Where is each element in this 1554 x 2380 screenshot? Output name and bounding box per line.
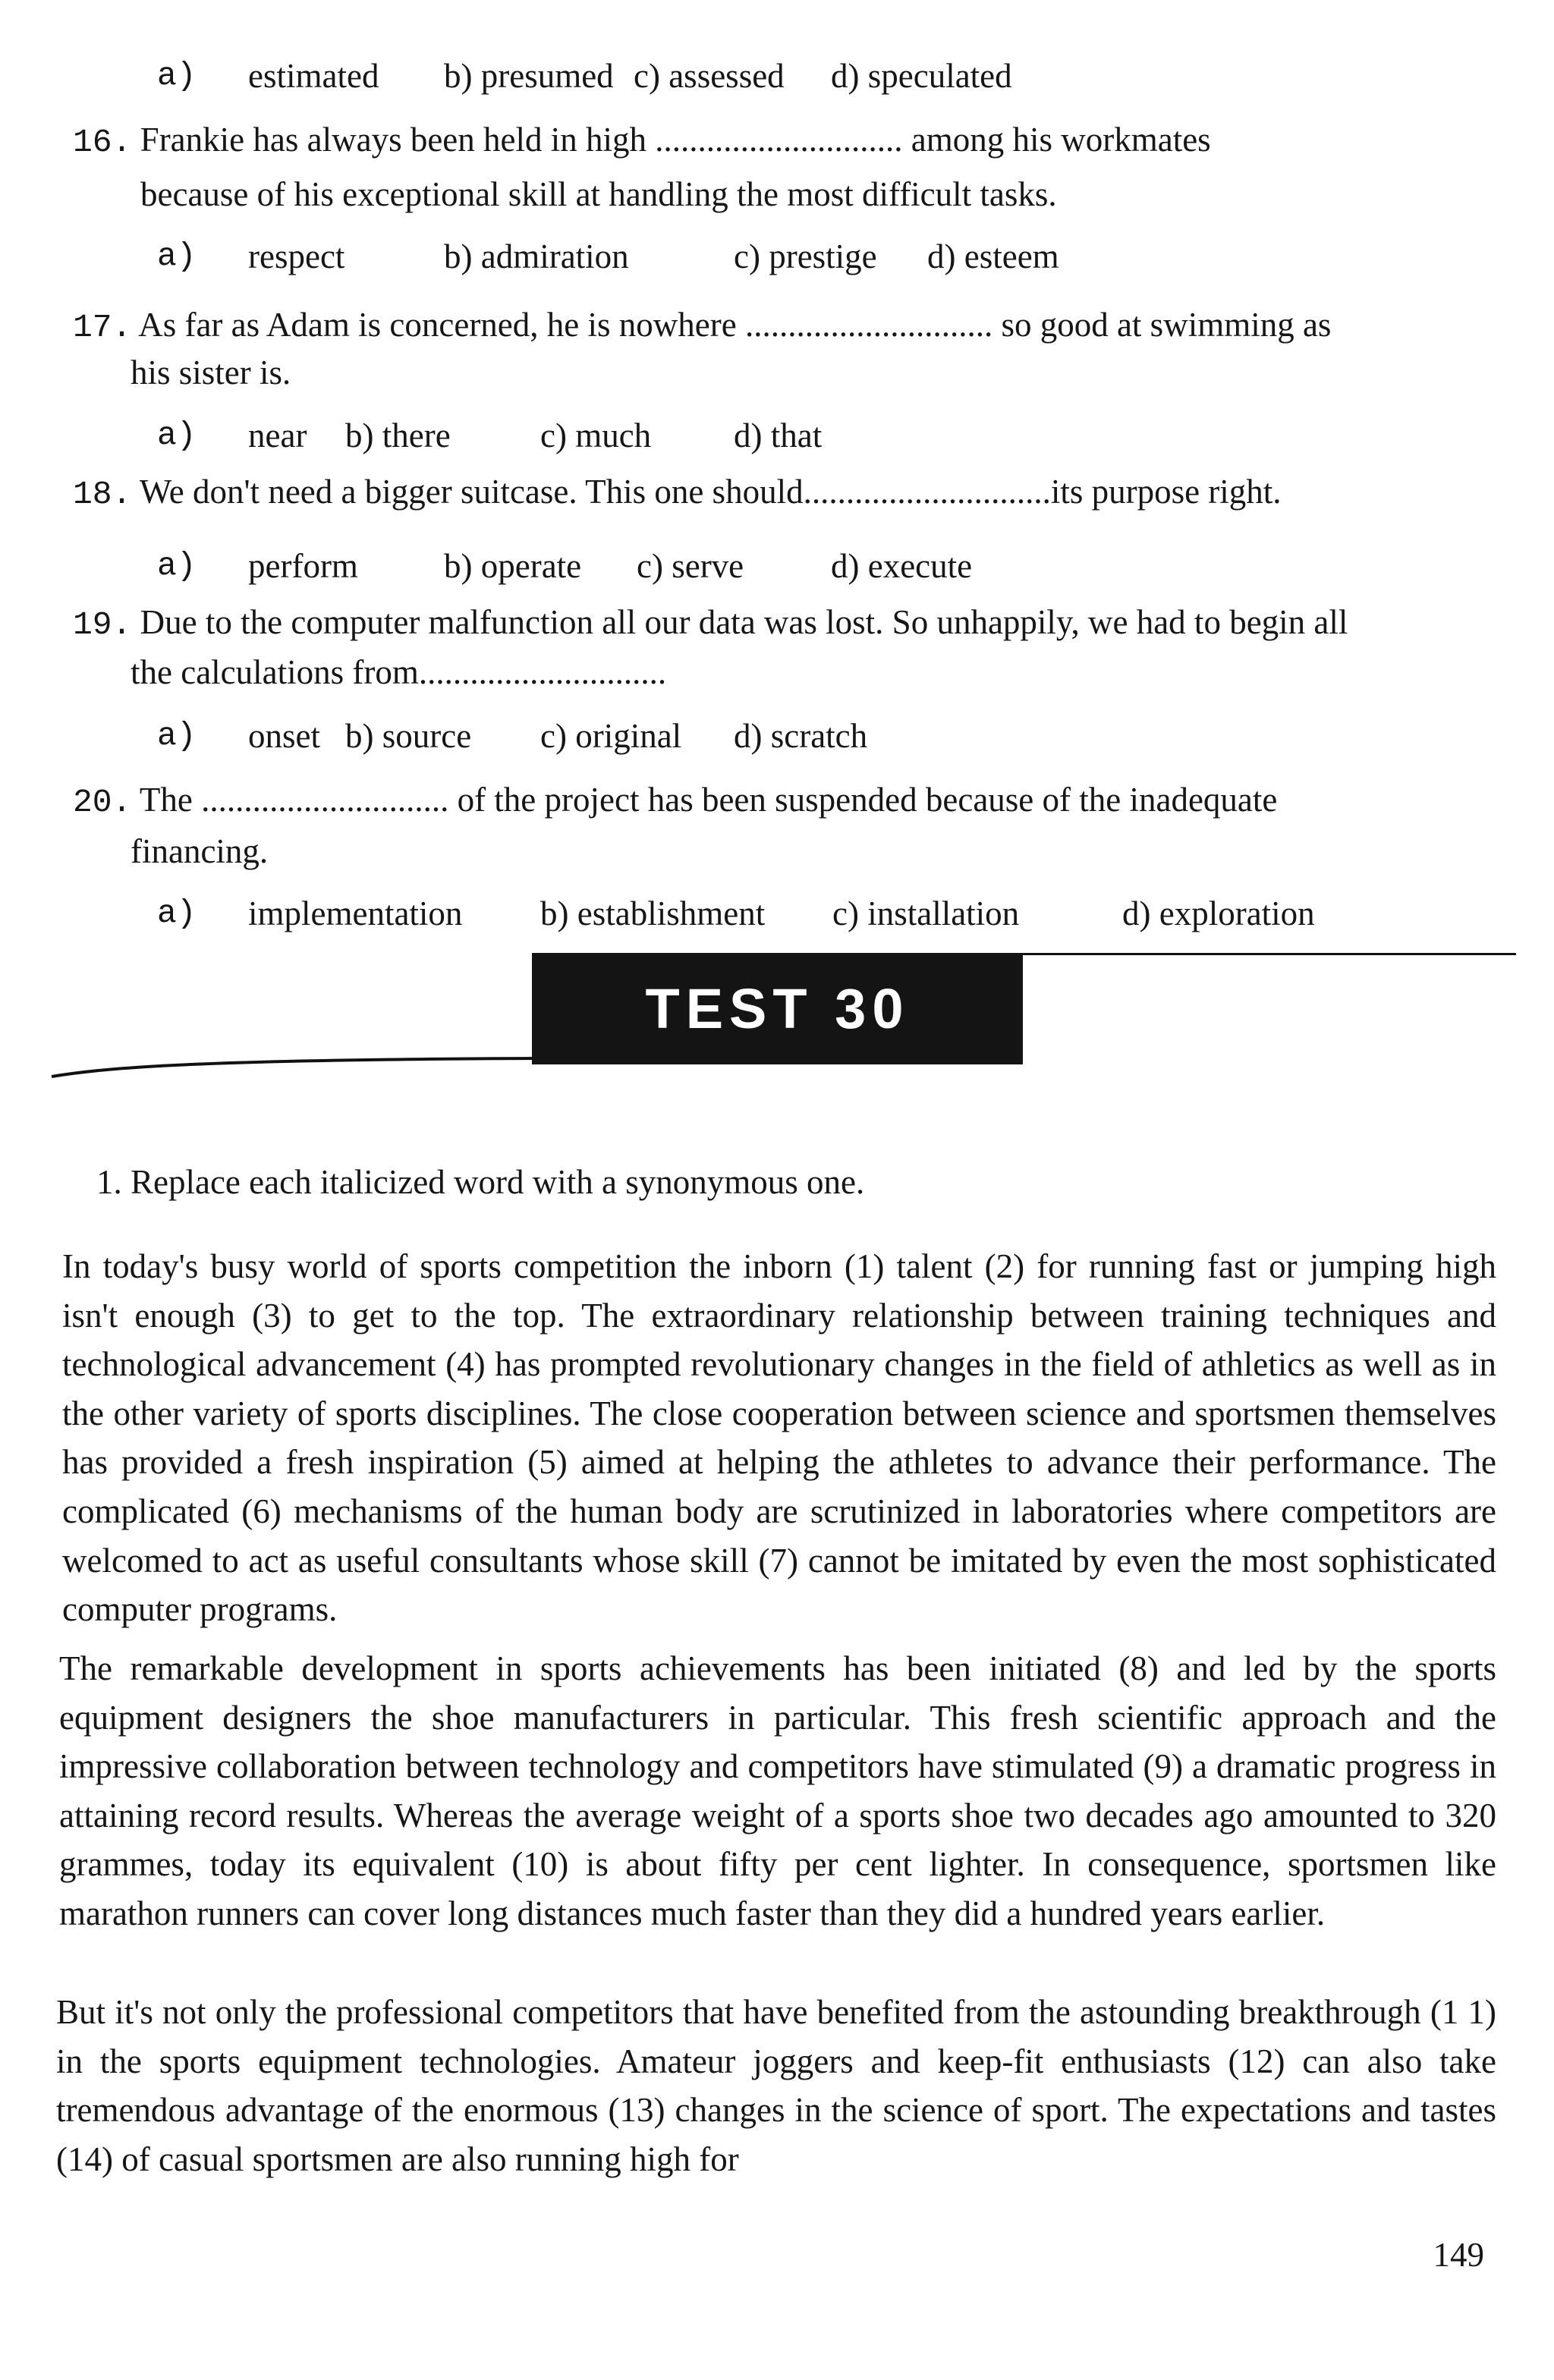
paragraph-3: But it's not only the professional competitors that have benefited from the astounding breakthrough (1 1) in the sports equipment technologies. Amateur joggers and keep-fit enthusiasts (12) can also take tremendous advantage of the enormous (13) changes in the science of sport. The expectations and tastes (14) of casual sportsmen are also running high for bbox=[56, 1993, 1496, 2178]
question-19 bbox=[73, 601, 1348, 646]
option-b: b) operate bbox=[444, 547, 582, 585]
question-17-cont: his sister is. bbox=[131, 354, 291, 391]
question-17 bbox=[73, 303, 1331, 349]
question-number: 19. bbox=[73, 606, 132, 643]
option-d: d) scratch bbox=[734, 717, 868, 755]
q15-options bbox=[157, 55, 1447, 97]
instruction: 1. Replace each italicized word with a synonymous one. bbox=[96, 1163, 865, 1201]
option-label: a) bbox=[157, 417, 197, 454]
question-number: 16. bbox=[73, 124, 132, 161]
option-b: b) presumed bbox=[444, 57, 614, 95]
q17-options bbox=[157, 414, 1447, 457]
question-16 bbox=[73, 118, 1211, 164]
option-c: c) installation bbox=[832, 894, 1020, 932]
option-label: a) bbox=[157, 57, 197, 94]
question-20-cont: financing. bbox=[131, 832, 269, 870]
option-d: d) exploration bbox=[1122, 894, 1315, 932]
option-c: c) original bbox=[540, 717, 682, 755]
question-20 bbox=[73, 778, 1277, 824]
header-rule-top bbox=[1023, 953, 1516, 955]
option-a: respect bbox=[248, 237, 345, 275]
option-label: a) bbox=[157, 237, 197, 275]
question-text: Frankie has always been held in high ............................. among his workmates bbox=[140, 121, 1211, 159]
header-rule-bottom bbox=[46, 1051, 539, 1081]
question-text: Due to the computer malfunction all our data was lost. So unhappily, we had to begin all bbox=[140, 603, 1348, 641]
option-d: d) that bbox=[734, 417, 823, 454]
page-number: 149 bbox=[1433, 2236, 1484, 2274]
option-a: perform bbox=[248, 547, 358, 585]
option-c: c) much bbox=[540, 417, 652, 454]
question-16-cont: because of his exceptional skill at handling the most difficult tasks. bbox=[140, 175, 1057, 213]
option-b: b) there bbox=[345, 417, 451, 454]
option-a: implementation bbox=[248, 894, 463, 932]
q18-options bbox=[157, 545, 1447, 587]
option-a: near bbox=[248, 417, 307, 454]
option-label: a) bbox=[157, 547, 197, 584]
question-text: As far as Adam is concerned, he is nowhere ............................. so good at swimming as bbox=[138, 306, 1332, 344]
option-d: d) esteem bbox=[927, 237, 1059, 275]
option-c: c) serve bbox=[637, 547, 744, 585]
q16-options bbox=[157, 235, 1447, 278]
question-number: 18. bbox=[73, 476, 132, 513]
option-c: c) prestige bbox=[734, 237, 877, 275]
option-b: b) admiration bbox=[444, 237, 629, 275]
option-d: d) speculated bbox=[831, 57, 1012, 95]
paragraph-2: The remarkable development in sports achievements has been initiated (8) and led by the sports equipment designers the shoe manufacturers in particular. This fresh scientific approach and the impressive collaboration between technology and competitors have stimulated (9) a dramatic progress in attaining record results. Whereas the average weight of a sports shoe two decades ago amounted to 320 grammes, today its equivalent (10) is about fifty per cent lighter. In consequence, sportsmen like marathon runners can cover long distances much faster than they did a hundred years earlier. bbox=[59, 1649, 1496, 1932]
q20-options bbox=[157, 892, 1447, 935]
q19-options bbox=[157, 715, 1447, 757]
test-title: TEST 30 bbox=[532, 953, 1023, 1064]
question-number: 20. bbox=[73, 784, 132, 821]
option-label: a) bbox=[157, 717, 197, 754]
option-d: d) execute bbox=[831, 547, 973, 585]
option-c: c) assessed bbox=[634, 57, 785, 95]
question-18 bbox=[73, 470, 1282, 516]
question-text: The ............................. of the project has been suspended because of the inadequate bbox=[139, 781, 1278, 819]
question-19-cont: the calculations from............................. bbox=[131, 653, 667, 691]
option-a: onset bbox=[248, 717, 320, 755]
question-text: We don't need a bigger suitcase. This one should.............................its purpose right. bbox=[139, 473, 1282, 511]
question-number: 17. bbox=[73, 309, 132, 346]
paragraph-1: In today's busy world of sports competition the inborn (1) talent (2) for running fast or jumping high isn't enough (3) to get to the top. The extraordinary relationship between training techniques and technological advancement (4) has prompted revolutionary changes in the field of athletics as well as in the other variety of sports disciplines. The close cooperation between science and sportsmen themselves has provided a fresh inspiration (5) aimed at helping the athletes to advance their performance. The complicated (6) mechanisms of the human body are scrutinized in laboratories where competitors are welcomed to act as useful consultants whose skill (7) cannot be imitated by even the most sophisticated computer programs. bbox=[62, 1247, 1496, 1629]
option-label: a) bbox=[157, 894, 197, 932]
option-b: b) source bbox=[345, 717, 472, 755]
option-a: estimated bbox=[248, 57, 379, 95]
option-b: b) establishment bbox=[540, 894, 766, 932]
